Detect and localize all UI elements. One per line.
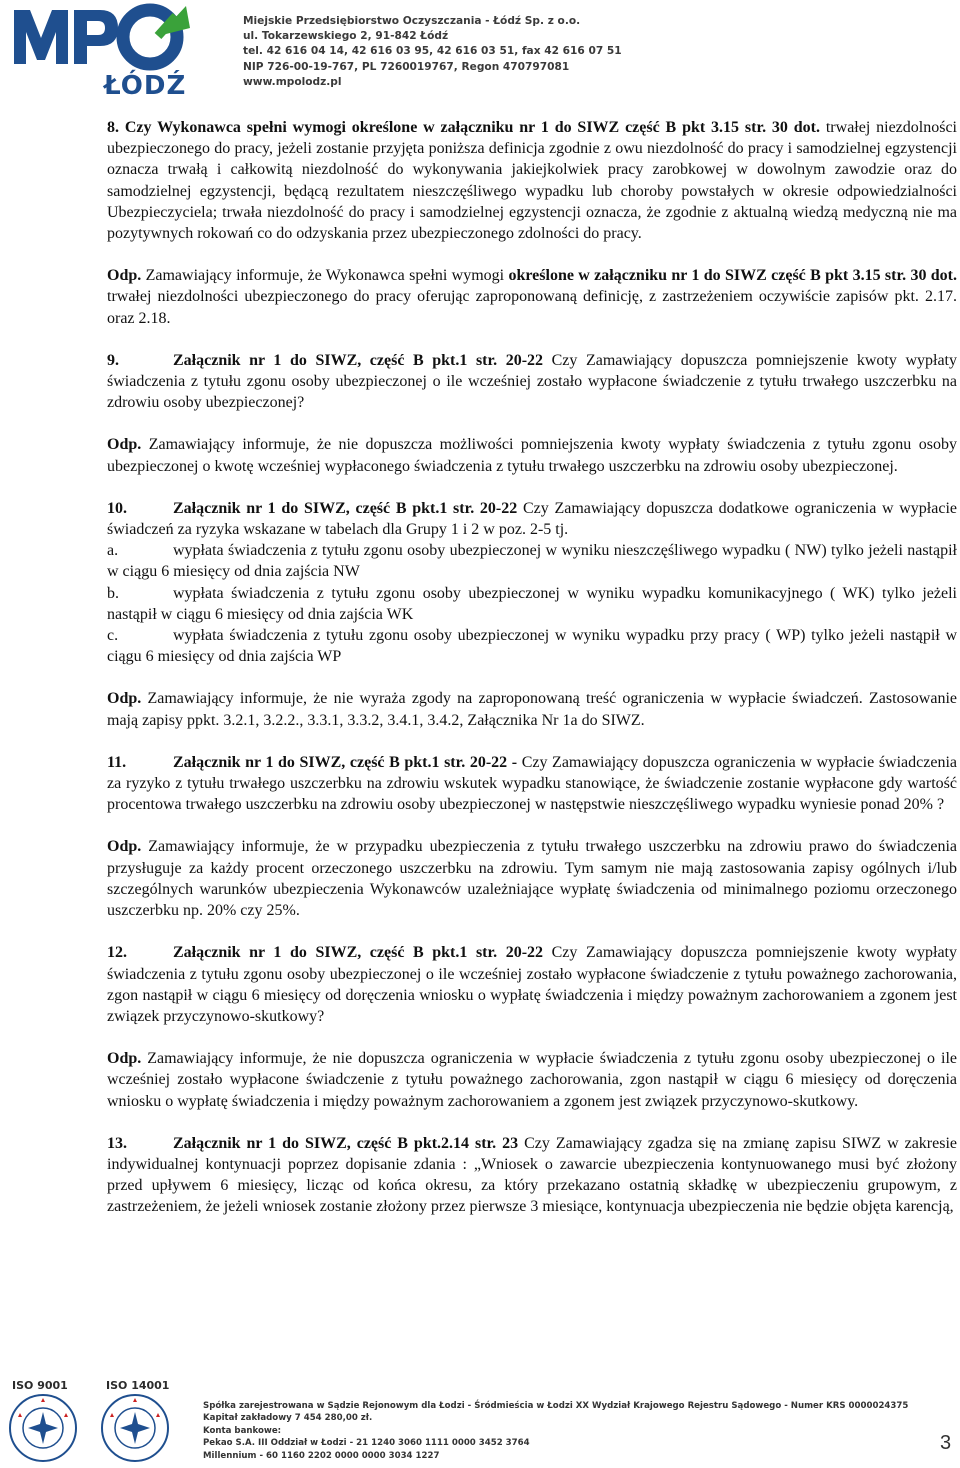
question-10 (107, 498, 957, 668)
chamber-seal-icon (8, 1393, 78, 1463)
bank-account-millennium: Millennium - 60 1160 2202 0000 0000 3034 1227 (203, 1450, 440, 1461)
question-12 (107, 942, 957, 1027)
mpo-logo (8, 2, 233, 98)
question-13-reference: Załącznik nr 1 do SIWZ, część B pkt.2.14 str. 23 (173, 1134, 519, 1152)
letterhead (0, 0, 960, 100)
list-item-c (107, 625, 957, 667)
registration-court: Spółka zarejestrowana w Sądzie Rejonowym dla Łodzi - Śródmieścia w Łodzi XX Wydział Krajowego Rejestru Sądowego - Numer KRS 0000024375 (203, 1401, 909, 1411)
question-11-text: Czy Zamawiający dopuszcza ograniczenia w wypłacie świadczenia za ryzyko z tytułu trwałego uszczerbku na zdrowiu wskutek wypadku stanowiące, że świadczenie zostanie wypłacone gdy wartość procentowa trwałego uszczerbku na zdrowiu osoby ubezpieczonej w następstwie nieszczęśliwego wypadku wyniesie ponad 20% ? (107, 753, 957, 814)
answer-8-text-2: trwałej niezdolności ubezpieczonego do pracy oferując zaproponowaną definicję, z zastrzeżeniem oczywiście zapisów pkt. 2.17. oraz 2.18. (107, 288, 957, 327)
bank-account-pekao: Pekao S.A. III Oddział w Łodzi - 21 1240 3060 1111 0000 3452 3764 (203, 1438, 530, 1449)
page-number: 3 (940, 1432, 952, 1454)
answer-11 (107, 836, 957, 921)
question-10-text: Czy Zamawiający dopuszcza dodatkowe ograniczenia w wypłacie świadczeń za ryzyka wskazane w tabelach dla Grupy 1 i 2 w poz. 2-5 tj. (107, 499, 958, 539)
question-10-reference: Załącznik nr 1 do SIWZ, część B pkt.1 str. 20-22 (173, 499, 518, 517)
org-website: www.mpolodz.pl (243, 75, 342, 88)
question-11-reference: Załącznik nr 1 do SIWZ, część B pkt.1 str. 20-22 - (173, 753, 518, 771)
question-number: 9. (107, 351, 119, 369)
bank-accounts-label: Konta bankowe: (203, 1425, 282, 1436)
answer-8 (107, 265, 957, 329)
list-item-text: wypłata świadczenia z tytułu zgonu osoby ubezpieczonej w wyniku nieszczęśliwego wypadku ( NW) tylko jeżeli nastąpił w ciągu 6 miesięcy od dnia zajścia NW (107, 542, 957, 581)
answer-label: Odp. (107, 1050, 142, 1068)
question-12-reference: Załącznik nr 1 do SIWZ, część B pkt.1 str. 20-22 (173, 944, 544, 962)
question-number: 10. (107, 499, 127, 517)
registration-info (203, 1400, 908, 1462)
question-9 (107, 350, 957, 414)
answer-12 (107, 1048, 957, 1112)
list-item-text: wypłata świadczenia z tytułu zgonu osoby ubezpieczonej w wyniku wypadku komunikacyjnego ( WK) tylko jeżeli nastąpił w ciągu 6 miesięcy od dnia zajścia WK (107, 584, 957, 623)
question-11 (107, 752, 957, 816)
answer-label: Odp. (107, 838, 142, 856)
question-number: 13. (107, 1134, 127, 1152)
answer-label: Odp. (107, 267, 142, 285)
question-number: 12. (107, 944, 127, 962)
answer-8-text-1: Zamawiający informuje, że Wykonawca spełni wymogi (141, 267, 509, 285)
iso-9001-label: ISO 9001 (12, 1379, 68, 1392)
question-13-text: Czy Zamawiający zgadza się na zmianę zapisu SIWZ w zakresie indywidualnej kontynuacji poprzez dopisanie zdania : „Wniosek o zawarcie ubezpieczenia kontynuowanego musi być złożony przed upływem 6 miesięcy, licząc od końca okresu, za który przekazano ostatnią składkę w ubezpieczeniu grupowym, z zastrzeżeniem, że jeżeli wniosek zostanie złożony przez pierwsze 3 miesiące, kontynuacja ubezpieczenia nie będzie objęta karencją, (107, 1134, 957, 1216)
organization-info (243, 14, 622, 90)
question-13 (107, 1133, 957, 1218)
list-item-label: b. (107, 584, 119, 602)
org-address: ul. Tokarzewskiego 2, 91-842 Łódź (243, 30, 449, 43)
org-phone: tel. 42 616 04 14, 42 616 03 95, 42 616 03 51, fax 42 616 07 51 (243, 45, 622, 58)
document-body (107, 117, 957, 1218)
answer-9-text: Zamawiający informuje, że nie dopuszcza możliwości pomniejszenia kwoty wypłaty świadczenia z tytułu zgonu osoby ubezpieczonej o kwotę wcześniej wypłaconego świadczenia z tytułu trwałego uszczerbku na zdrowiu osoby ubezpieczonej. (107, 436, 957, 475)
org-name: Miejskie Przedsiębiorstwo Oczyszczania - Łódź Sp. z o.o. (243, 15, 581, 27)
share-capital: Kapitał zakładowy 7 454 280,00 zł. (203, 1413, 373, 1424)
chamber-seal-icon (100, 1393, 170, 1463)
question-8 (107, 117, 957, 244)
answer-8-reference: określone w załączniku nr 1 do SIWZ część B pkt 3.15 str. 30 dot. (508, 267, 957, 285)
answer-9 (107, 434, 957, 476)
answer-10-text: Zamawiający informuje, że nie wyraża zgody na zaproponowaną treść ograniczenia w wypłacie świadczeń. Zastosowanie mają zapisy ppkt. 3.2.1, 3.2.2., 3.3.1, 3.3.2, 3.4.1, 3.4.2, Załącznika Nr 1a do SIWZ. (107, 690, 957, 729)
svg-text:ŁÓDŹ: ŁÓDŹ (104, 71, 187, 98)
list-item-b (107, 583, 957, 625)
iso-14001-label: ISO 14001 (106, 1379, 170, 1392)
answer-10 (107, 688, 957, 730)
org-tax-ids: NIP 726-00-19-767, PL 7260019767, Regon 470797081 (243, 60, 570, 73)
list-item-text: wypłata świadczenia z tytułu zgonu osoby ubezpieczonej w wyniku wypadku przy pracy ( WP) tylko jeżeli nastąpił w ciągu 6 miesięcy od dnia zajścia WP (107, 627, 957, 666)
question-9-text: Czy Zamawiający dopuszcza pomniejszenie kwoty wypłaty świadczenia z tytułu zgonu osoby ubezpieczonej o ile wcześniej zostało wypłacone świadczenie z tytułu trwałego uszczerbku na zdrowiu osoby ubezpieczonej? (107, 351, 957, 412)
answer-11-text: Zamawiający informuje, że w przypadku ubezpieczenia z tytułu trwałego uszczerbku na zdrowiu prawo do świadczenia przysługuje za każdy procent orzeczonego uszczerbku na zdrowiu. Tym samym nie mają zastosowania zapisy ogólnych i/lub szczególnych warunków ubezpieczenia Wykonawców uzależniające wypłatę świadczenia od minimalnego poziomu orzeczonego uszczerbku np. 20% czy 25%. (107, 838, 957, 920)
answer-12-text: Zamawiający informuje, że nie dopuszcza ograniczenia w wypłacie świadczenia z tytułu zgonu osoby ubezpieczonej o ile wcześniej zostało wypłacone świadczenie z tytułu poważnego zachorowania, zgon nastąpił w ciągu 6 miesięcy od doręczenia wniosku o wypłatę świadczenia i między poważnym zachorowaniem a zgonem jest związek przyczynowo-skutkowy. (107, 1050, 957, 1110)
list-item-label: a. (107, 542, 119, 560)
answer-label: Odp. (107, 690, 142, 708)
answer-label: Odp. (107, 436, 142, 454)
list-item-a (107, 540, 957, 582)
question-8-heading: 8. Czy Wykonawca spełni wymogi określone w załączniku nr 1 do SIWZ część B pkt 3.15 str. 30 dot. (107, 119, 821, 136)
question-12-text: Czy Zamawiający dopuszcza pomniejszenie kwoty wypłaty świadczenia z tytułu zgonu osoby ubezpieczonej o ile wcześniej zostało wypłacone świadczenie z tytułu poważnego zachorowania, zgon nastąpił w ciągu 6 miesięcy od doręczenia wniosku o wypłatę świadczenia i między poważnym zachorowaniem a zgonem jest związek przyczynowo-skutkowy? (107, 944, 957, 1025)
footer (0, 1370, 960, 1468)
question-number: 11. (107, 753, 127, 771)
question-8-text: trwałej niezdolności ubezpieczonego do pracy, jeżeli zostanie przyjęta poniższa definicja zgodnie z owu niezdolność do pracy i samodzielnej egzystencji oznacza trwałą i całkowitą niezdolność do wykonywania jakiejkolwiek pracy zarobkowej w dowolnym zawodzie oraz do samodzielnej egzystencji, będącą rezultatem nieszczęśliwego wypadku lub choroby powstałych w okresie odpowiedzialności Ubezpieczyciela; trwała niezdolność do pracy i samodzielnej egzystencji oznacza, że zgodnie z aktualną wiedzą medyczną nie ma pozytywnych rokowań co do odzyskania przez ubezpieczonego zdolności do pracy. (107, 119, 957, 243)
list-item-label: c. (107, 627, 119, 645)
question-9-reference: Załącznik nr 1 do SIWZ, część B pkt.1 str. 20-22 (173, 351, 544, 369)
